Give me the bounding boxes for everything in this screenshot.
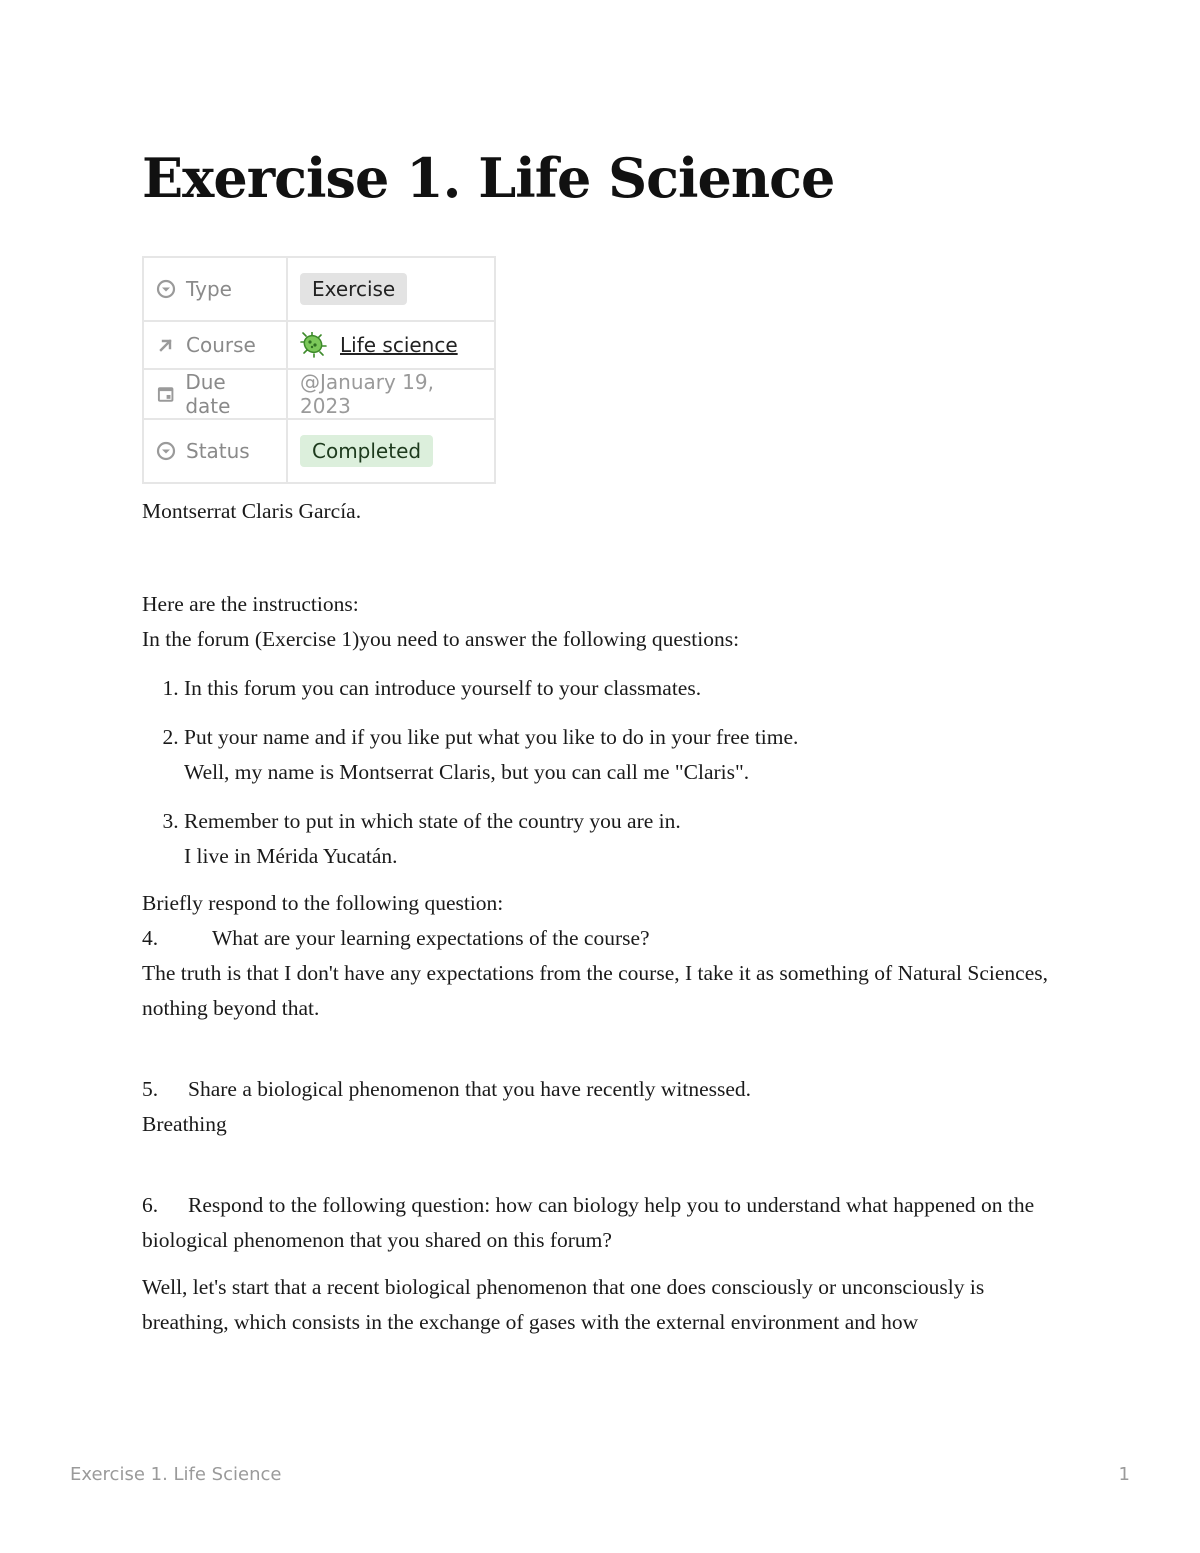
microbe-icon [300, 332, 328, 358]
select-icon [156, 441, 176, 461]
intro-line-1: Here are the instructions: [142, 592, 359, 616]
property-row-status [143, 419, 495, 483]
type-tag[interactable]: Exercise [300, 273, 407, 305]
intro-line-2: In the forum (Exercise 1)you need to answer the following questions: [142, 627, 740, 651]
answer-4: The truth is that I don't have any expectations from the course, I take it as something of Natural Sciences, nothing beyond that. [142, 961, 1049, 1020]
question-5: 5. Share a biological phenomenon that you have recently witnessed. [142, 1077, 752, 1101]
page-footer [70, 1464, 1130, 1485]
list-item: 1. In this forum you can introduce yourself to your classmates. [184, 671, 1062, 706]
answer-5: Breathing [142, 1112, 227, 1136]
answer-text: Well, my name is Montserrat Claris, but you can call me "Claris". [184, 760, 750, 784]
list-item: 3. Remember to put in which state of the country you are in. I live in Mérida Yucatán. [184, 804, 1062, 874]
property-row-type [143, 257, 495, 321]
property-key-type: Type [186, 277, 232, 301]
relation-arrow-icon [156, 335, 176, 355]
list-item: 2. Put your name and if you like put what you like to do in your free time. Well, my name is Montserrat Claris, but you can call me "Claris". [184, 720, 1062, 790]
property-row-course [143, 321, 495, 369]
author-line: Montserrat Claris García. [142, 499, 362, 523]
question-4: 4. What are your learning expectations of the course? [142, 926, 650, 950]
question-6: 6. Respond to the following question: how can biology help you to understand what happened on the biological phenomenon that you shared on this forum? [142, 1193, 1035, 1252]
property-key-course: Course [186, 333, 256, 357]
property-row-due-date [143, 369, 495, 419]
course-link[interactable]: Life science [340, 333, 458, 357]
footer-title: Exercise 1. Life Science [70, 1464, 282, 1485]
due-date-value[interactable]: @January 19, 2023 [300, 370, 434, 418]
status-badge[interactable]: Completed [300, 435, 433, 467]
page-number: 1 [1118, 1464, 1130, 1485]
answer-6: Well, let's start that a recent biological phenomenon that one does consciously or unconsciously is breathing, which consists in the exchange of gases with the external environment and how [142, 1275, 985, 1334]
property-key-due-date: Due date [185, 370, 231, 418]
calendar-icon [156, 384, 175, 404]
document-body [142, 494, 1062, 1340]
page-title: Exercise 1. Life Science [142, 146, 835, 210]
properties-table [142, 256, 496, 484]
select-icon [156, 279, 176, 299]
property-key-status: Status [186, 439, 250, 463]
answer-text: I live in Mérida Yucatán. [184, 844, 398, 868]
brief-intro: Briefly respond to the following question: [142, 891, 504, 915]
question-list [142, 671, 1062, 874]
